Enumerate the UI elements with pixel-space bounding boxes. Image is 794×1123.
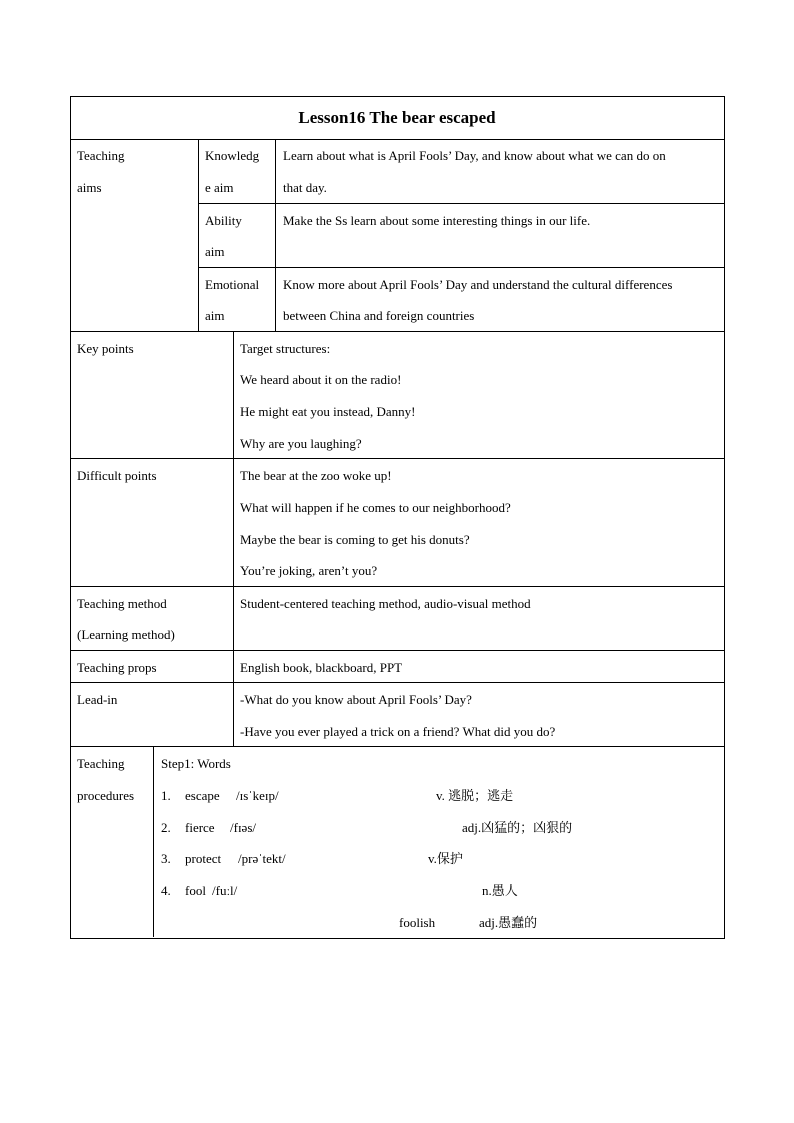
- word-entry: fool: [185, 883, 206, 898]
- difficult-points-label: Difficult points: [77, 468, 157, 483]
- emotional-aim-text: between China and foreign countries: [283, 308, 475, 323]
- word-meaning: v.保护: [428, 851, 463, 866]
- word-number: 4.: [161, 883, 171, 898]
- difficult-points-line: You’re joking, aren’t you?: [240, 563, 378, 578]
- ability-aim-label: aim: [205, 244, 225, 259]
- word-meaning: v. 逃脱；逃走: [436, 788, 514, 803]
- step-heading: Step1: Words: [161, 756, 231, 771]
- knowledge-aim-label: e aim: [205, 180, 234, 195]
- difficult-points-line: The bear at the zoo woke up!: [240, 468, 392, 483]
- word-phonetic: /prəˈtekt/: [238, 851, 286, 866]
- teaching-method-label: Teaching method: [77, 596, 167, 611]
- lead-in-line: -What do you know about April Fools’ Day?: [240, 692, 472, 707]
- teaching-method-label: (Learning method): [77, 627, 175, 642]
- word-number: 3.: [161, 851, 171, 866]
- row-divider: [70, 650, 724, 651]
- difficult-points-line: Maybe the bear is coming to get his donuts?: [240, 532, 470, 547]
- emotional-aim-text: Know more about April Fools’ Day and understand the cultural differences: [283, 277, 673, 292]
- emotional-aim-label: aim: [205, 308, 225, 323]
- row-divider: [198, 203, 724, 204]
- row-divider: [70, 139, 724, 140]
- key-points-line: He might eat you instead, Danny!: [240, 404, 416, 419]
- word-meaning: n.愚人: [482, 883, 518, 898]
- teaching-props-text: English book, blackboard, PPT: [240, 660, 403, 675]
- row-divider: [70, 458, 724, 459]
- word-meaning: adj.凶猛的；凶狠的: [462, 820, 573, 835]
- teaching-props-label: Teaching props: [77, 660, 157, 675]
- word-number: 2.: [161, 820, 171, 835]
- key-points-line: Target structures:: [240, 341, 331, 356]
- ability-aim-text: Make the Ss learn about some interesting things in our life.: [283, 213, 591, 228]
- teaching-aims-label: aims: [77, 180, 102, 195]
- key-points-line: We heard about it on the radio!: [240, 372, 402, 387]
- column-divider: [153, 746, 154, 937]
- row-divider: [70, 746, 724, 747]
- word-meaning: adj.愚蠢的: [479, 915, 538, 930]
- lead-in-line: -Have you ever played a trick on a friend? What did you do?: [240, 724, 556, 739]
- word-number: 1.: [161, 788, 171, 803]
- lead-in-label: Lead-in: [77, 692, 118, 707]
- row-divider: [70, 682, 724, 683]
- teaching-aims-label: Teaching: [77, 148, 125, 163]
- ability-aim-label: Ability: [205, 213, 242, 228]
- knowledge-aim-text: that day.: [283, 180, 327, 195]
- row-divider: [70, 331, 724, 332]
- difficult-points-line: What will happen if he comes to our neighborhood?: [240, 500, 511, 515]
- procedures-label: Teaching: [77, 756, 125, 771]
- word-phonetic: /ɪsˈkeɪp/: [236, 788, 279, 803]
- row-divider: [198, 267, 724, 268]
- word-phonetic: /fɪəs/: [230, 820, 256, 835]
- row-divider: [70, 586, 724, 587]
- procedures-label: procedures: [77, 788, 135, 803]
- column-divider: [275, 139, 276, 331]
- word-phonetic: /fuːl/: [212, 883, 238, 898]
- word-entry: fierce: [185, 820, 215, 835]
- knowledge-aim-text: Learn about what is April Fools’ Day, and know about what we can do on: [283, 148, 666, 163]
- column-divider: [198, 139, 199, 331]
- key-points-line: Why are you laughing?: [240, 436, 362, 451]
- page-title: Lesson16 The bear escaped: [298, 108, 496, 127]
- word-entry: escape: [185, 788, 220, 803]
- column-divider: [233, 331, 234, 746]
- emotional-aim-label: Emotional: [205, 277, 260, 292]
- word-entry: protect: [185, 851, 222, 866]
- word-derived: foolish: [399, 915, 436, 930]
- key-points-label: Key points: [77, 341, 134, 356]
- knowledge-aim-label: Knowledg: [205, 148, 260, 163]
- teaching-method-text: Student-centered teaching method, audio-visual method: [240, 596, 531, 611]
